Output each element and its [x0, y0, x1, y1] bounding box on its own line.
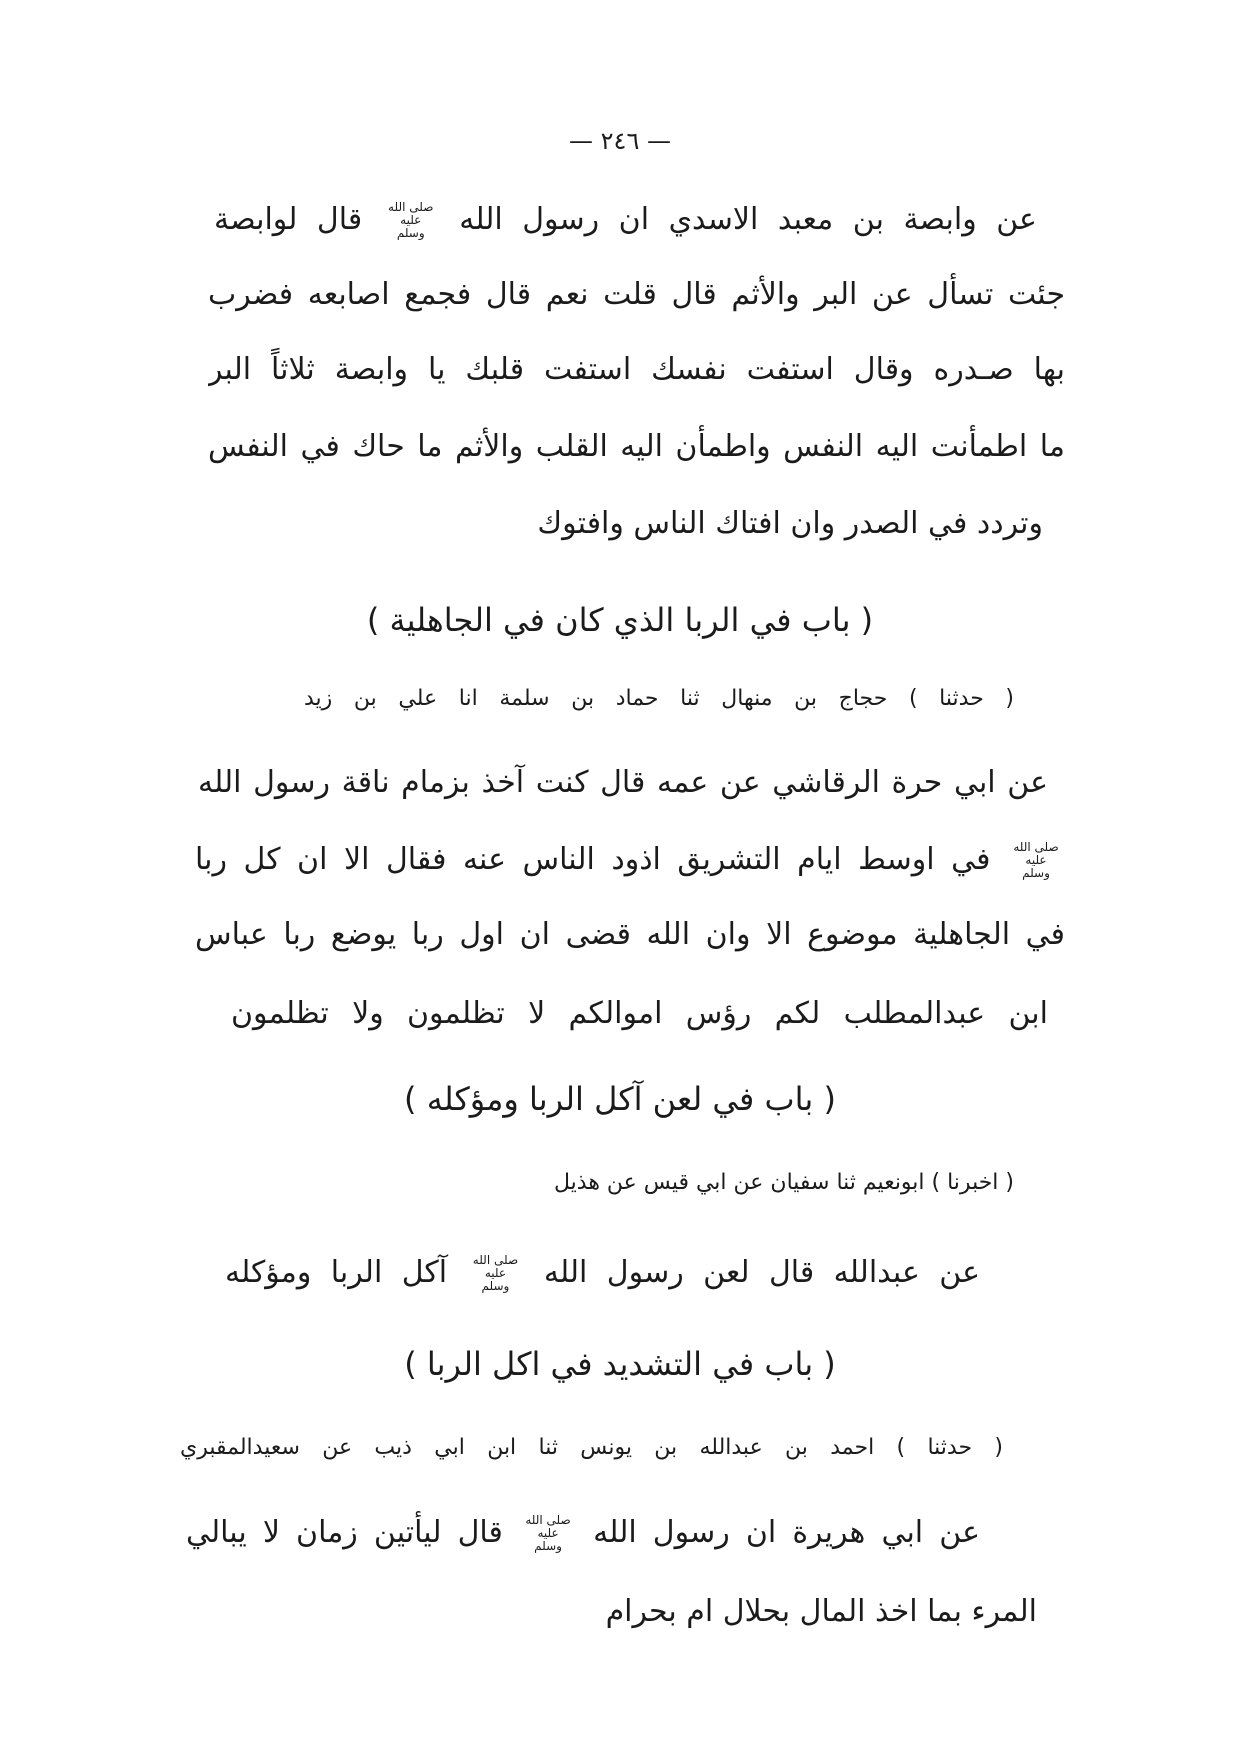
- line-text: في اوسط ايام التشريق اذود الناس عنه فقال الا ان كل ربا: [195, 842, 991, 877]
- passage-1-line-3: بها صـدره وقال استفت نفسك استفت قلبك يا وابصة ثلاثاً البر: [208, 352, 1065, 387]
- line-text: عن ابي هريرة ان رسول الله: [593, 1515, 980, 1550]
- line-text: قال لوابصة: [214, 202, 363, 237]
- passage-2-line-4: ابن عبدالمطلب لكم رؤس اموالكم لا تظلمون ولا تظلمون: [231, 996, 1048, 1031]
- honorific-ligature: صلى الله عليه وسلم: [1013, 840, 1059, 880]
- passage-1-line-5: وتردد في الصدر وان افتاك الناس وافتوك: [537, 506, 1043, 541]
- page-number: — ٢٤٦ —: [569, 127, 671, 155]
- honorific-ligature: صلى الله عليه وسلم: [472, 1253, 519, 1293]
- chapter-heading: ( باب في لعن آكل الربا ومؤكله ): [404, 1080, 836, 1118]
- passage-2-line-2: [195, 836, 1065, 884]
- isnad-chain: ( حدثنا ) احمد بن عبدالله بن يونس ثنا ابن ابي ذيب عن سعيدالمقبري: [180, 1435, 1003, 1460]
- passage-1-line-1: [214, 196, 1037, 244]
- line-text: آكل الربا ومؤكله: [225, 1255, 448, 1290]
- isnad-chain: ( حدثنا ) حجاج بن منهال ثنا حماد بن سلمة انا علي بن زيد: [304, 686, 1014, 711]
- chapter-heading: ( باب في الربا الذي كان في الجاهلية ): [366, 601, 874, 639]
- passage-1-line-4: ما اطمأنت اليه النفس واطمأن اليه القلب والأثم ما حاك في النفس: [208, 429, 1065, 464]
- passage-2-line-1: عن ابي حرة الرقاشي عن عمه قال كنت آخذ بزمام ناقة رسول الله: [198, 765, 1048, 800]
- line-text: قال ليأتين زمان لا يبالي: [186, 1515, 503, 1550]
- passage-4-line-1: [186, 1509, 980, 1557]
- line-text: عن عبدالله قال لعن رسول الله: [543, 1255, 980, 1290]
- passage-1-line-2: جئت تسأل عن البر والأثم قال قلت نعم قال فجمع اصابعه فضرب: [208, 277, 1065, 312]
- passage-3-line-1: [225, 1249, 980, 1297]
- passage-2-line-3: في الجاهلية موضوع الا وان الله قضى ان اول ربا يوضع ربا عباس: [195, 917, 1065, 952]
- honorific-ligature: صلى الله عليه وسلم: [388, 200, 434, 240]
- line-text: عن وابصة بن معبد الاسدي ان رسول الله: [459, 202, 1037, 237]
- isnad-chain: ( اخبرنا ) ابونعيم ثنا سفيان عن ابي قيس عن هذيل: [553, 1170, 1014, 1195]
- passage-4-line-2: المرء بما اخذ المال بحلال ام بحرام: [605, 1594, 1037, 1629]
- chapter-heading: ( باب في التشديد في اكل الربا ): [404, 1345, 836, 1383]
- honorific-ligature: صلى الله عليه وسلم: [525, 1513, 571, 1553]
